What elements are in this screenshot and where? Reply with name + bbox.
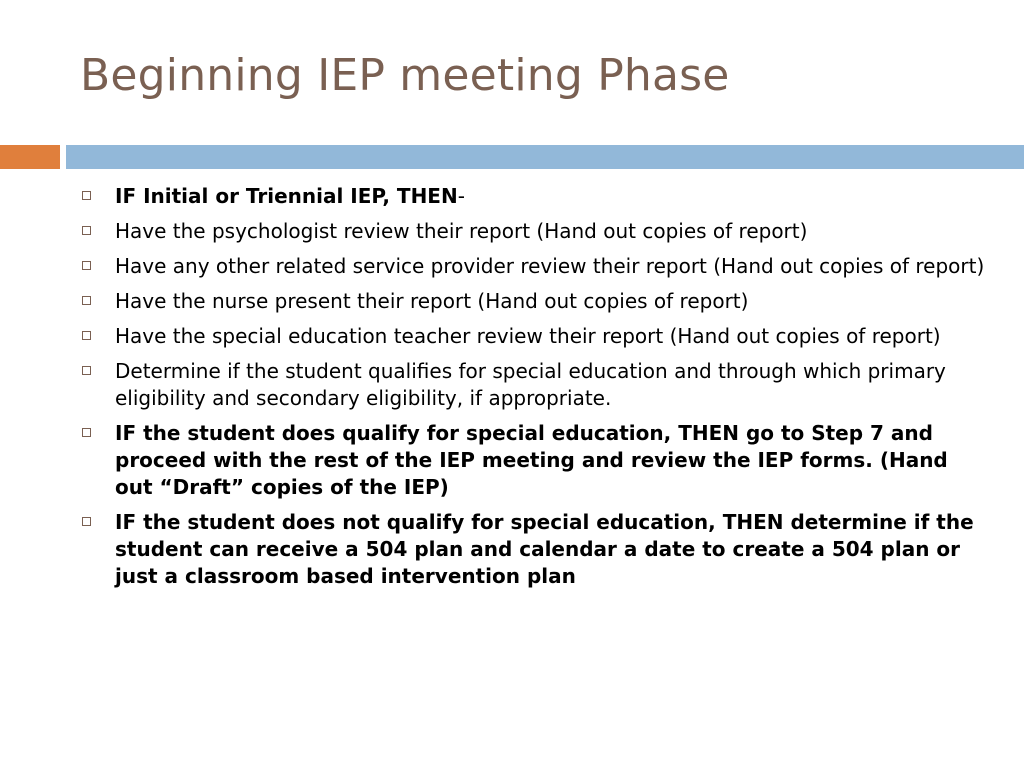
bullet-text: Have the nurse present their report (Hand out copies of report) xyxy=(115,289,749,313)
hollow-square-bullet-icon xyxy=(82,366,91,375)
hollow-square-bullet-icon xyxy=(82,261,91,270)
bullet-item-special-ed-teacher xyxy=(80,323,985,350)
bullet-list xyxy=(80,183,985,598)
bullet-suffix: - xyxy=(457,184,465,208)
bullet-text: IF the student does qualify for special education, THEN go to Step 7 and proceed with the rest of the IEP meeting and review the IEP forms. (Hand out “Draft” copies of the IEP) xyxy=(115,421,948,499)
orange-accent-bar xyxy=(0,145,60,169)
hollow-square-bullet-icon xyxy=(82,296,91,305)
hollow-square-bullet-icon xyxy=(82,428,91,437)
bullet-item-initial-triennial xyxy=(80,183,985,210)
bullet-item-nurse xyxy=(80,288,985,315)
hollow-square-bullet-icon xyxy=(82,226,91,235)
hollow-square-bullet-icon xyxy=(82,331,91,340)
bullet-item-determine-eligibility xyxy=(80,358,985,412)
bullet-text: Have the psychologist review their report (Hand out copies of report) xyxy=(115,219,808,243)
blue-accent-bar xyxy=(66,145,1024,169)
bullet-text: Determine if the student qualifies for special education and through which primary eligibility and secondary eligibility, if appropriate. xyxy=(115,359,946,410)
bullet-text: IF Initial or Triennial IEP, THEN xyxy=(115,184,458,208)
bullet-text: Have any other related service provider review their report (Hand out copies of report) xyxy=(115,254,985,278)
bullet-item-does-not-qualify xyxy=(80,509,985,590)
bullet-item-related-service xyxy=(80,253,985,280)
slide-title: Beginning IEP meeting Phase xyxy=(80,50,730,101)
hollow-square-bullet-icon xyxy=(82,191,91,200)
bullet-text: Have the special education teacher review their report (Hand out copies of report) xyxy=(115,324,941,348)
hollow-square-bullet-icon xyxy=(82,517,91,526)
bullet-item-psychologist xyxy=(80,218,985,245)
bullet-item-qualifies xyxy=(80,420,985,501)
bullet-text: IF the student does not qualify for special education, THEN determine if the student can receive a 504 plan and calendar a date to create a 504 plan or just a classroom based intervention plan xyxy=(115,510,974,588)
